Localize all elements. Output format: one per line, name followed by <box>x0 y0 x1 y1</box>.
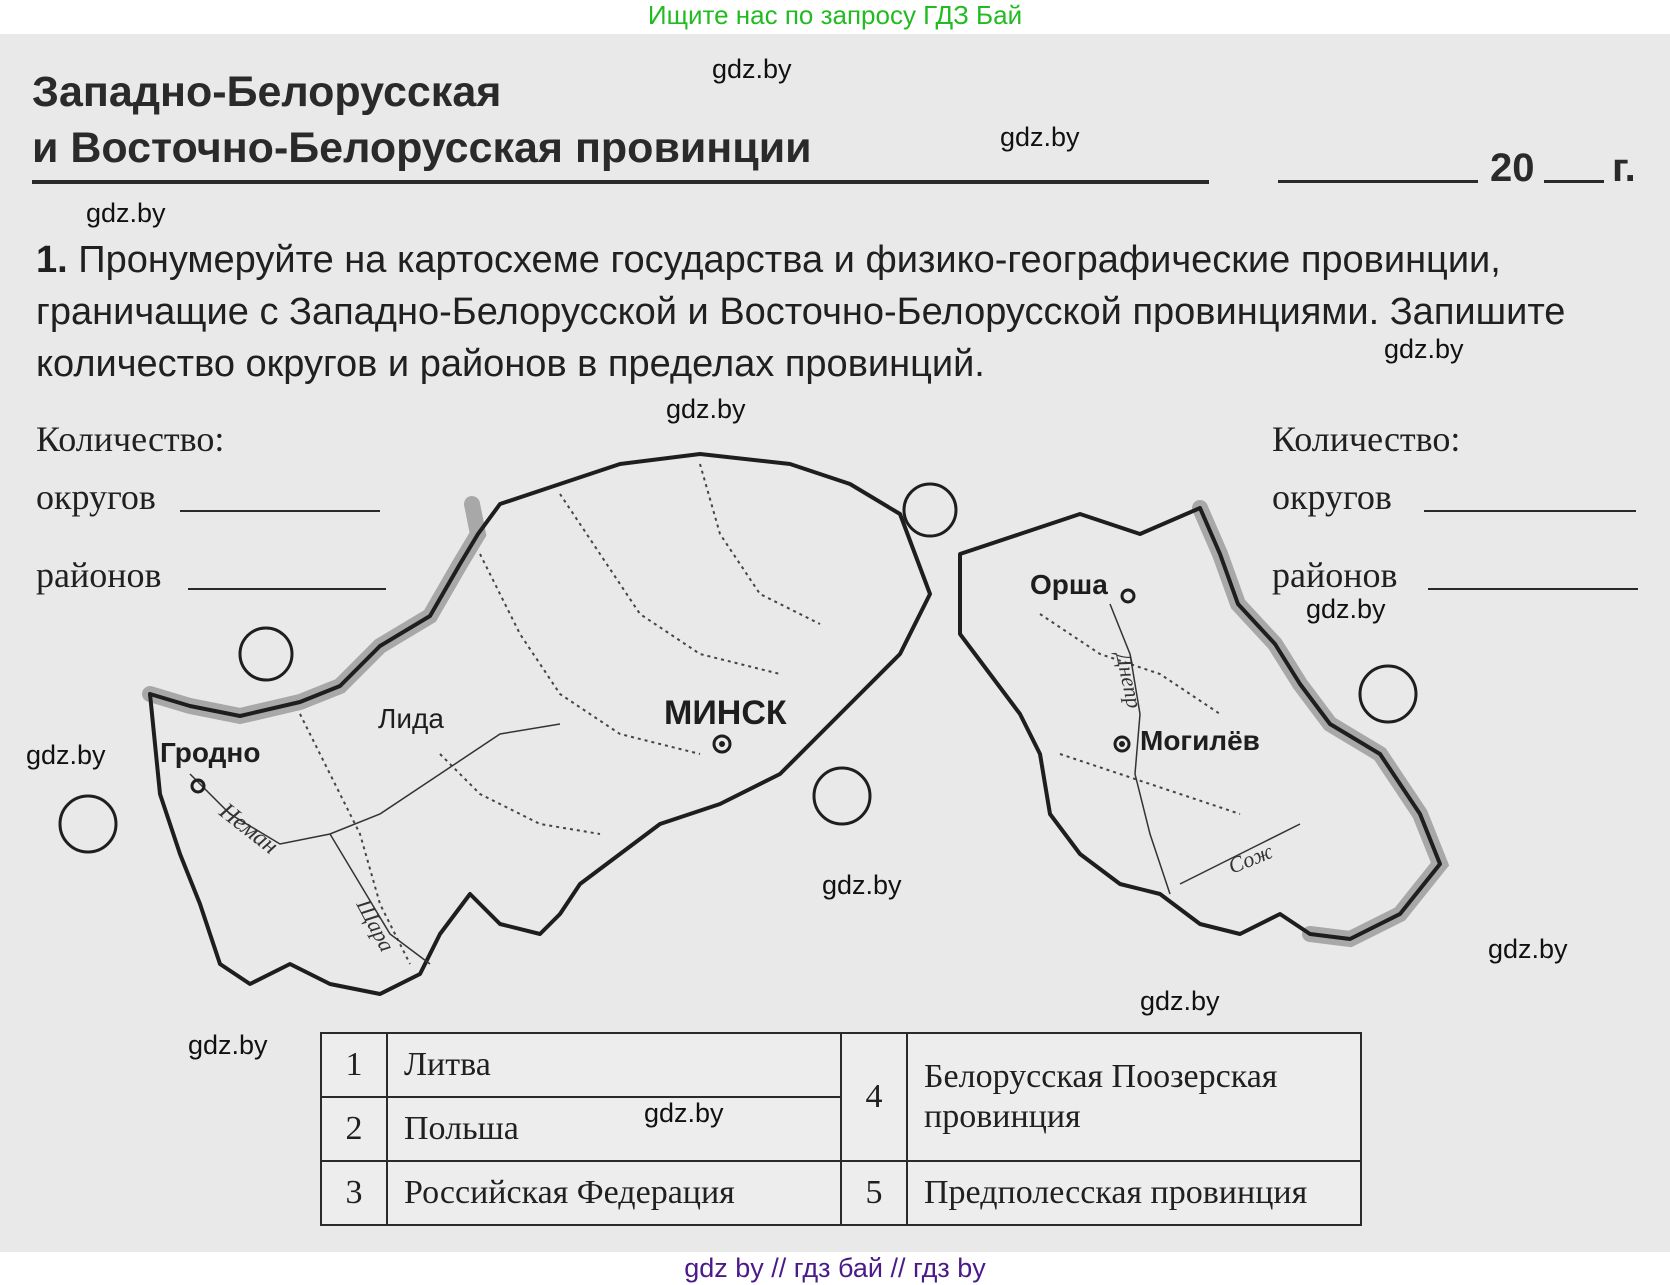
watermark: gdz.by <box>644 1098 724 1128</box>
task-number: 1. <box>36 239 68 281</box>
right-okrugov-label: округов <box>1272 477 1392 517</box>
shchara-label: Щара <box>351 894 400 956</box>
watermark: gdz.by <box>26 740 106 770</box>
orsha-label: Орша <box>1030 569 1108 600</box>
legend-num-4: 4 <box>841 1033 907 1161</box>
west-province-outline <box>150 454 930 994</box>
legend-num-5: 5 <box>841 1161 907 1225</box>
label-circle-2 <box>240 628 292 680</box>
minsk-label: МИНСК <box>664 694 787 732</box>
bottom-banner: gdz by // гдз бай // гдз by <box>684 1253 986 1283</box>
right-rayonov-label: районов <box>1272 555 1398 595</box>
title-line-1: Западно-Белорусская <box>32 68 502 116</box>
watermark: gdz.by <box>1488 934 1568 964</box>
legend-name-1: Литва <box>387 1033 841 1097</box>
lida-label: Лида <box>378 703 444 734</box>
task-text: Пронумеруйте на картосхеме государства и физико-географические провинции, граничащие с Западно-Белорусской и Восточно-Белорусской провинциями. Запишите количество округов и районов в пределах провинций. <box>36 239 1566 385</box>
title-line-2: и Восточно-Белорусская провинции <box>32 124 812 172</box>
legend-row-3 <box>321 1161 1361 1225</box>
legend-name-2: Польша <box>387 1097 841 1161</box>
watermark: gdz.by <box>666 394 746 424</box>
grodno-label: Гродно <box>160 737 261 768</box>
legend-num-1: 1 <box>321 1033 387 1097</box>
legend-num-2: 2 <box>321 1097 387 1161</box>
mogilev-label: Могилёв <box>1140 725 1260 756</box>
left-rayonov-label: районов <box>36 555 162 595</box>
legend-table <box>320 1032 1362 1226</box>
orsha-city-marker <box>1122 590 1134 602</box>
left-okrugov-label: округов <box>36 477 156 517</box>
watermark: gdz.by <box>1140 986 1220 1016</box>
legend-name-5: Предполесская провинция <box>907 1161 1361 1225</box>
workbook-page <box>0 34 1670 1252</box>
label-circle-1 <box>904 484 956 536</box>
watermark: gdz.by <box>1384 334 1464 364</box>
label-circle-4 <box>814 768 870 824</box>
neman-label: Неман <box>214 798 283 860</box>
watermark: gdz.by <box>712 54 792 84</box>
legend-name-3: Российская Федерация <box>387 1161 841 1225</box>
legend-name-4: Белорусская Поозерская провинция <box>907 1033 1361 1161</box>
watermark: gdz.by <box>86 198 166 228</box>
watermark: gdz.by <box>188 1030 268 1060</box>
watermark: gdz.by <box>1306 594 1386 624</box>
label-circle-5 <box>60 796 116 852</box>
right-count-heading: Количество: <box>1272 419 1461 459</box>
watermark: gdz.by <box>822 870 902 900</box>
date-year-prefix: 20 <box>1490 146 1535 190</box>
legend-row-1 <box>321 1033 1361 1097</box>
sozh-label: Сож <box>1224 838 1277 879</box>
state-border-west <box>150 504 478 716</box>
dnepr-label: Днепр <box>1111 649 1148 711</box>
watermark: gdz.by <box>1000 122 1080 152</box>
date-suffix: г. <box>1612 146 1636 190</box>
label-circle-3 <box>1360 666 1416 722</box>
legend-num-3: 3 <box>321 1161 387 1225</box>
top-banner: Ищите нас по запросу ГДЗ Бай <box>647 0 1023 30</box>
left-count-heading: Количество: <box>36 419 225 459</box>
